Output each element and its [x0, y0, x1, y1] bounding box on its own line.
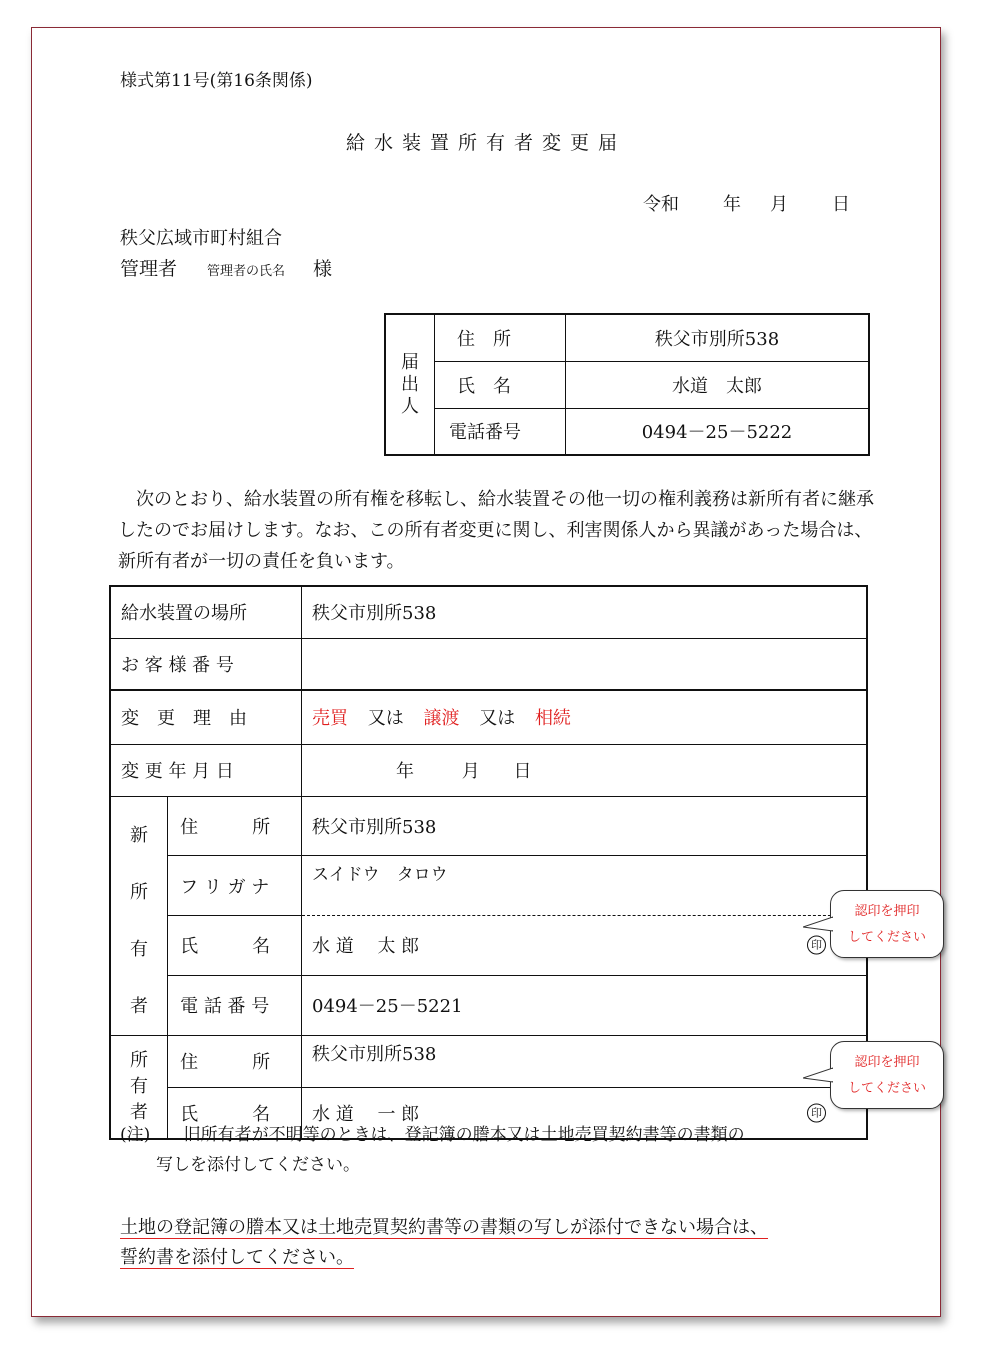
form-number: 様式第11号(第16条関係): [120, 71, 313, 91]
customer-number-value: [302, 638, 868, 690]
seal-reminder-bubble-1: [830, 890, 944, 958]
date-day: 日: [832, 194, 850, 215]
recipient-manager: [120, 254, 332, 281]
applicant-phone: 0494－25－5222: [566, 408, 870, 455]
applicant-name: 水道 太郎: [566, 361, 870, 408]
change-date-day: 日: [513, 761, 532, 782]
attachment-warning: [120, 1213, 768, 1273]
customer-number-label: お 客 様 番 号: [110, 638, 302, 690]
applicant-phone-label: 電話番号: [435, 408, 566, 455]
new-owner-furigana-label: フ リ ガ ナ: [168, 856, 302, 916]
new-owner-phone-label: 電 話 番 号: [168, 975, 302, 1035]
old-owner-name-label: 氏 名: [168, 1087, 302, 1139]
change-date-value: [302, 744, 868, 796]
bubble-1-line-1: 認印を押印: [854, 904, 920, 919]
manager-name-placeholder: 管理者の氏名: [207, 264, 286, 279]
new-owner-name-label: 氏 名: [168, 916, 302, 976]
bubble-1-line-2: してください: [847, 930, 926, 945]
date-year: 年: [723, 194, 741, 215]
change-date-label: 変 更 年 月 日: [110, 744, 302, 796]
reason-inheritance: 相続: [534, 708, 571, 730]
change-details-table: [109, 585, 868, 1140]
old-owner-side-label: 所 有 者: [110, 1035, 168, 1139]
new-owner-side-label: 新 所 有 者: [110, 796, 168, 1035]
warning-line-2: 誓約書を添付してください。: [120, 1247, 354, 1268]
new-owner-address: 秩父市別所538: [302, 796, 868, 856]
note-prefix: (注): [120, 1125, 151, 1145]
form-page: [31, 27, 941, 1317]
submission-date: [643, 190, 850, 216]
warning-line-1: 土地の登記簿の謄本又は土地売買契約書等の書類の写しが添付できない場合は、: [120, 1217, 768, 1238]
new-owner-seal-icon: 印: [807, 936, 826, 955]
recipient-honorific: 様: [313, 258, 333, 280]
note-line-2: 写しを添付してください。: [156, 1155, 360, 1175]
recipient-org: 秩父広域市町村組合: [120, 228, 282, 249]
date-month: 月: [770, 194, 788, 215]
new-owner-address-label: 住 所: [168, 796, 302, 856]
applicant-address-label: 住 所: [435, 314, 566, 361]
old-owner-name: 水 道 一 郎: [312, 1103, 420, 1125]
new-owner-name: 水 道 太 郎: [312, 936, 420, 958]
old-owner-address-label: 住 所: [168, 1035, 302, 1087]
location-label: 給水装置の場所: [110, 586, 302, 638]
recipient-role: 管理者: [120, 258, 178, 280]
note: [120, 1120, 745, 1180]
new-owner-name-cell: [302, 916, 868, 976]
change-reason-label: 変 更 理 由: [110, 690, 302, 744]
reason-or-1: 又は: [367, 708, 404, 730]
form-title: 給水装置所有者変更届: [345, 132, 626, 154]
applicant-name-label: 氏 名: [435, 361, 566, 408]
new-owner-furigana: スイドウ タロウ: [302, 856, 868, 916]
note-line-1: 旧所有者が不明等のときは、登記簿の謄本又は土地売買契約書等の書類の: [183, 1125, 745, 1145]
applicant-table: [384, 313, 870, 456]
old-owner-seal-icon: 印: [807, 1103, 826, 1122]
change-reason-value: [302, 690, 868, 744]
old-owner-address: 秩父市別所538: [302, 1035, 868, 1087]
bubble-2-line-1: 認印を押印: [854, 1055, 920, 1070]
bubble-2-line-2: してください: [847, 1081, 926, 1096]
reason-transfer: 譲渡: [423, 708, 460, 730]
change-date-year: 年: [396, 761, 414, 782]
seal-reminder-bubble-2: [830, 1041, 944, 1109]
location-value: 秩父市別所538: [302, 586, 868, 638]
applicant-side-label: 届 出 人: [385, 314, 435, 455]
new-owner-phone: 0494－25－5221: [302, 975, 868, 1035]
bubble-pointer-icon: [803, 915, 833, 935]
change-date-month: 月: [461, 761, 480, 782]
reason-or-2: 又は: [479, 708, 516, 730]
reason-sale: 売買: [312, 708, 348, 730]
applicant-address: 秩父市別所538: [566, 314, 870, 361]
bubble-pointer-icon: [803, 1066, 833, 1086]
date-era: 令和: [643, 194, 679, 215]
statement-paragraph: 次のとおり、給水装置の所有権を移転し、給水装置その他一切の権利義務は新所有者に継承したのでお届けします。なお、この所有者変更に関し、利害関係人から異議があった場合は、新所有者が一切の責任を負います。: [118, 489, 874, 572]
